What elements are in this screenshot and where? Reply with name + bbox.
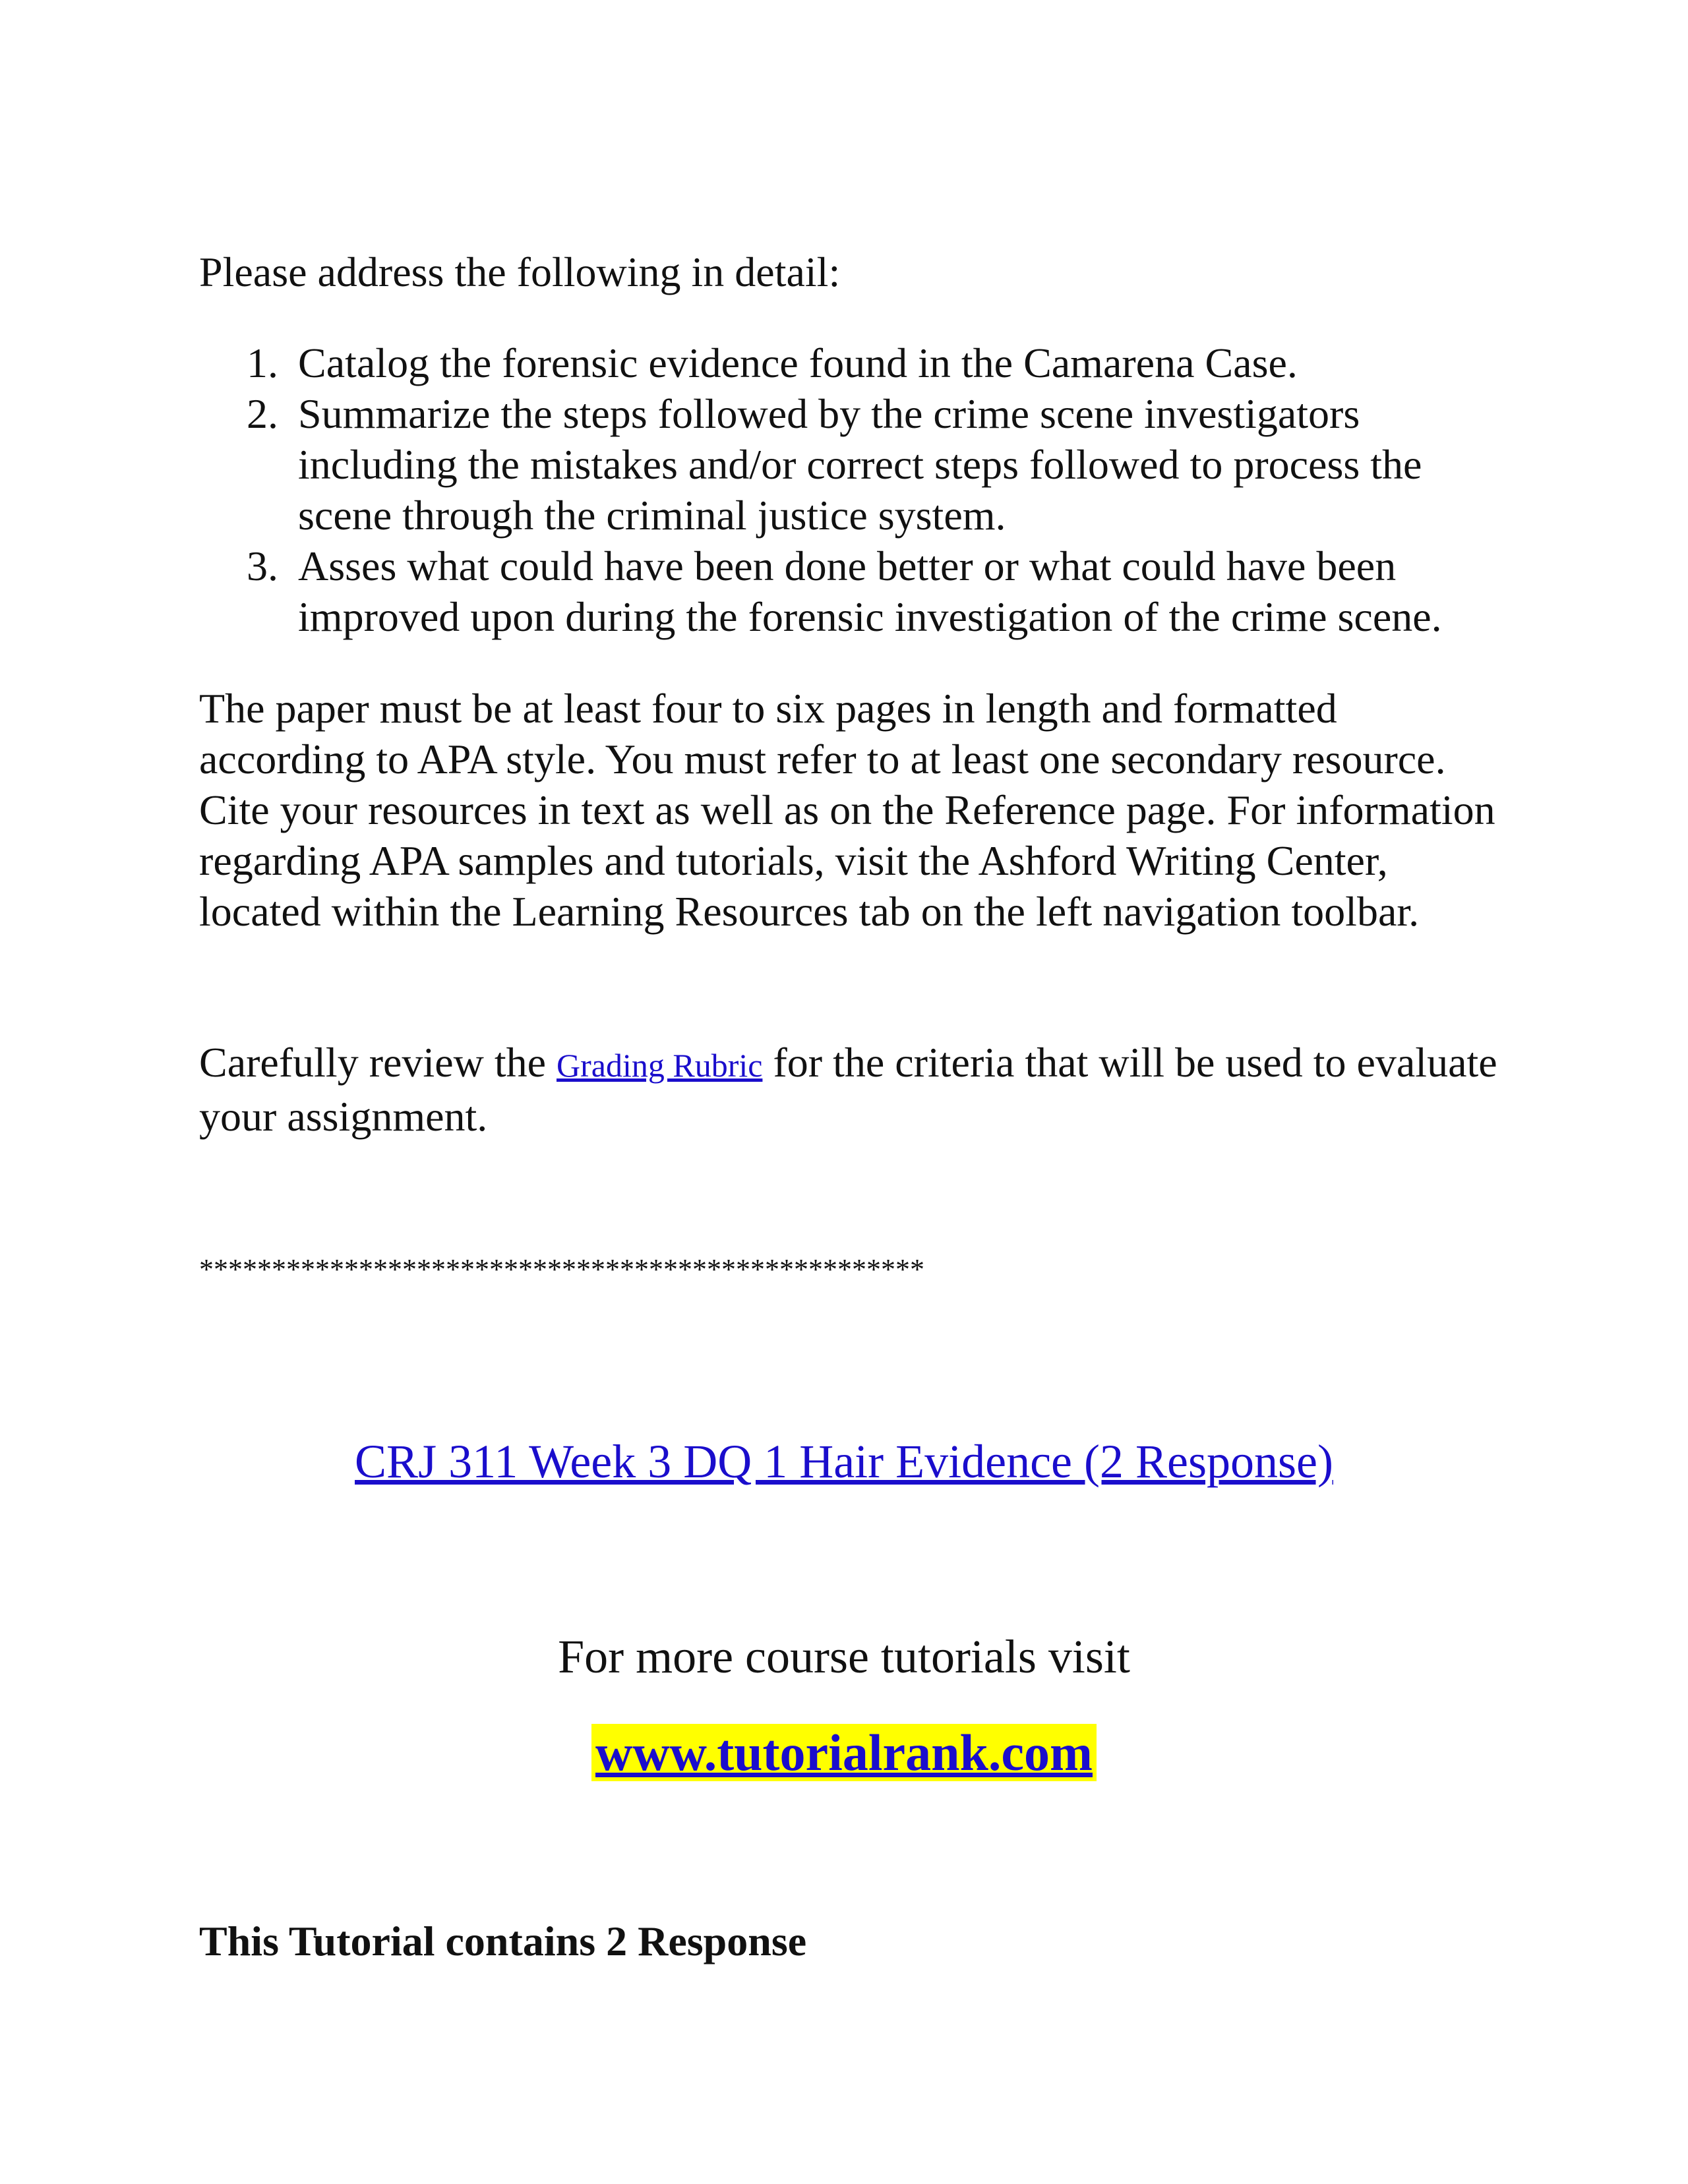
separator: ************************************************** <box>199 1253 924 1285</box>
list-item-number: 3. <box>247 543 278 589</box>
requirements-list <box>199 338 1518 642</box>
site-line <box>0 1723 1688 1783</box>
intro-text: Please address the following in detail: <box>199 249 841 295</box>
list-item-text: Catalog the forensic evidence found in the Camarena Case. <box>298 339 1298 386</box>
tutorial-title <box>0 1433 1688 1490</box>
rubric-paragraph <box>199 1037 1505 1142</box>
tutorial-title-link[interactable]: CRJ 311 Week 3 DQ 1 Hair Evidence (2 Response) <box>355 1435 1333 1488</box>
grading-rubric-link[interactable]: Grading Rubric <box>557 1047 763 1084</box>
rubric-text-before: Carefully review the <box>199 1039 557 1086</box>
rubric-text-after: for the criteria that will be used to evaluate your assignment. <box>199 1039 1497 1140</box>
list-item <box>199 541 1518 642</box>
apa-paragraph: The paper must be at least four to six pages in length and formatted according to APA style. You must refer to at least one secondary resource. Cite your resources in text as well as on the Reference page. For information regarding APA samples and tutorials, visit the Ashford Writing Center, located within the Learning Resources tab on the left navigation toolbar. <box>199 685 1495 935</box>
site-link[interactable]: www.tutorialrank.com <box>591 1724 1097 1781</box>
list-item-text: Asses what could have been done better or what could have been improved upon during the forensic investigation of the crime scene. <box>298 543 1442 640</box>
list-item <box>199 388 1518 541</box>
contains-text: This Tutorial contains 2 Response <box>199 1918 807 1964</box>
list-item-text: Summarize the steps followed by the crime scene investigators including the mistakes and/or correct steps followed to process the scene through the criminal justice system. <box>298 390 1422 539</box>
list-item-number: 2. <box>247 390 278 437</box>
more-tutorials-text: For more course tutorials visit <box>558 1630 1130 1683</box>
list-item-number: 1. <box>247 339 278 386</box>
list-item <box>199 338 1518 388</box>
